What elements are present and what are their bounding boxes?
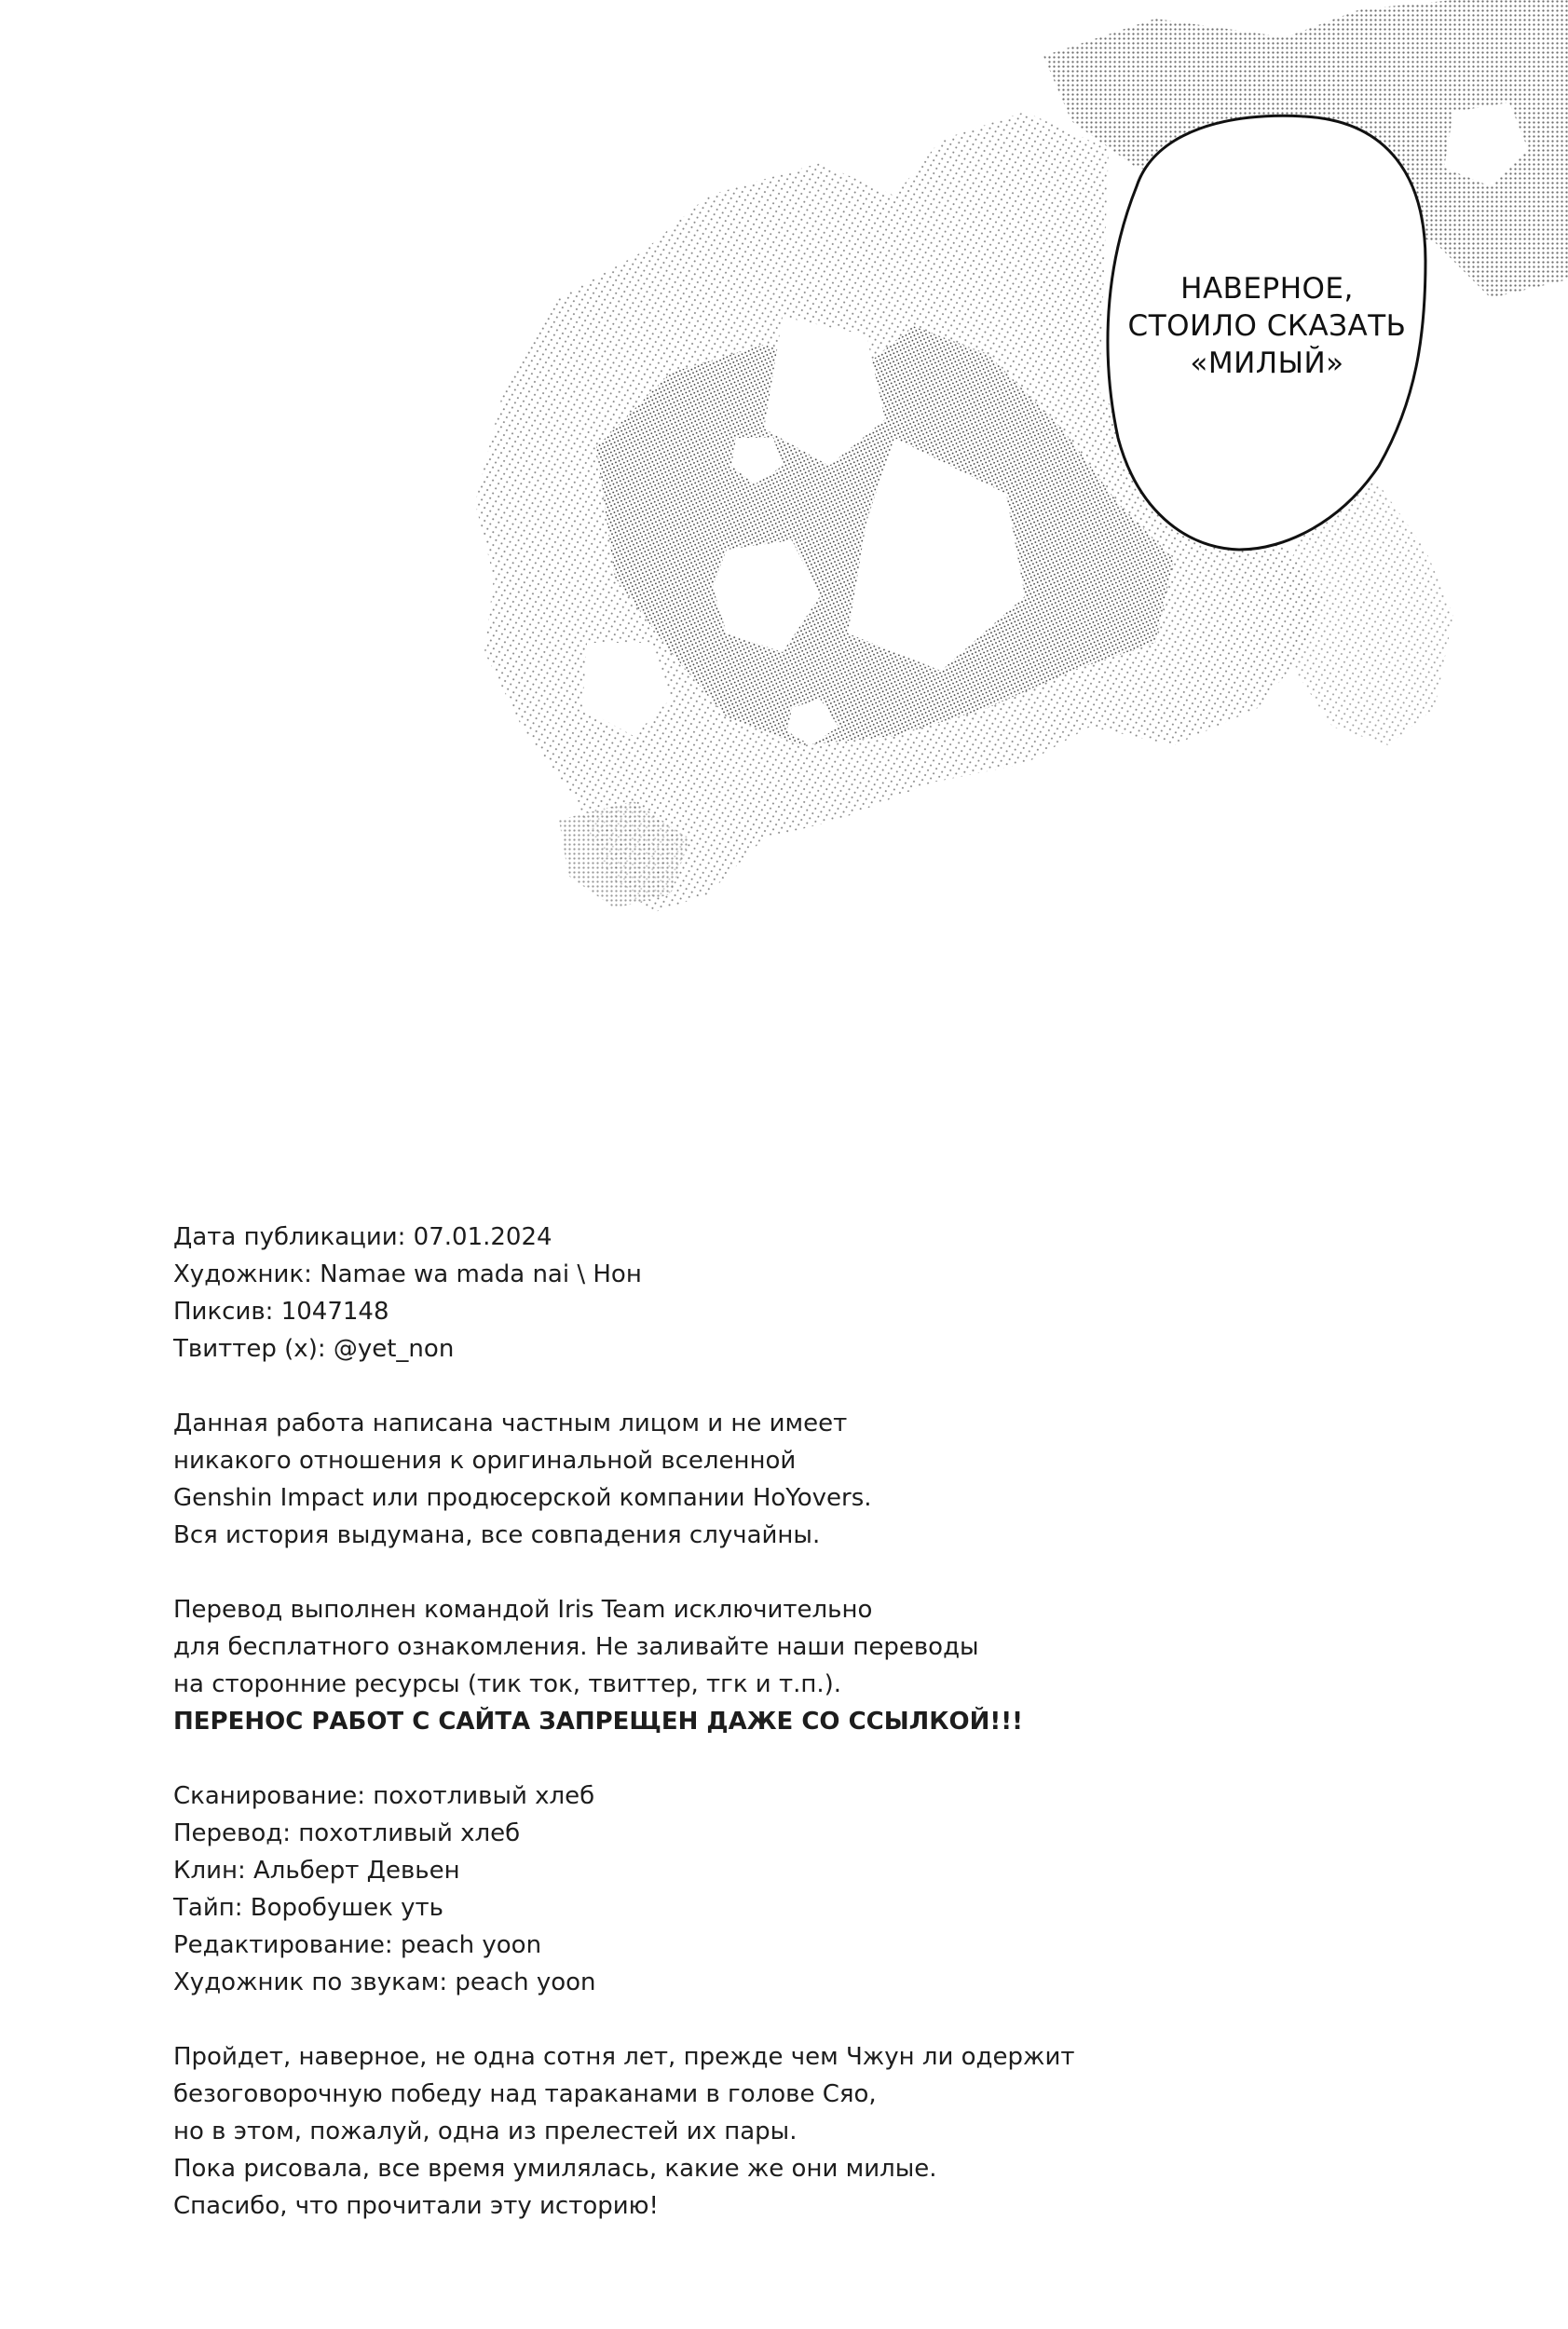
team-credit: Художник по звукам: peach yoon: [173, 1968, 596, 1996]
team-credit: Клин: Альберт Девьен: [173, 1857, 460, 1885]
speech-bubble-text: [1109, 270, 1425, 382]
disclaimer-line: никакого отношения к оригинальной вселенной: [173, 1447, 797, 1475]
afterword-line: но в этом, пожалуй, одна из прелестей их пары.: [173, 2118, 798, 2145]
disclaimer-line: Вся история выдумана, все совпадения случайны.: [173, 1521, 821, 1549]
afterword-line: Пройдет, наверное, не одна сотня лет, прежде чем Чжун ли одержит: [173, 2043, 1075, 2071]
translation-note-line: для бесплатного ознакомления. Не заливайте наши переводы: [173, 1633, 979, 1661]
credits-block: [173, 1219, 1291, 2225]
disclaimer-line: Genshin Impact или продюсерской компании HoYovers.: [173, 1484, 872, 1512]
manga-artwork: [0, 0, 1568, 987]
team-credit: Тайп: Воробушек уть: [173, 1894, 443, 1922]
pixiv-id: Пиксив: 1047148: [173, 1298, 389, 1326]
disclaimer-line: Данная работа написана частным лицом и не имеет: [173, 1410, 848, 1437]
bubble-line: СТОИЛО СКАЗАТЬ: [1127, 309, 1407, 343]
team-credit: Редактирование: peach yoon: [173, 1931, 542, 1959]
repost-warning: ПЕРЕНОС РАБОТ С САЙТА ЗАПРЕЩЕН ДАЖЕ СО ССЫЛКОЙ!!!: [173, 1708, 1023, 1736]
team-credit: Сканирование: похотливый хлеб: [173, 1782, 595, 1810]
bubble-line: НАВЕРНОЕ,: [1180, 272, 1354, 306]
twitter-handle: Твиттер (x): @yet_non: [173, 1335, 455, 1363]
publication-date: Дата публикации: 07.01.2024: [173, 1223, 552, 1251]
afterword-line: Пока рисовала, все время умилялась, какие же они милые.: [173, 2155, 937, 2183]
team-credit: Перевод: похотливый хлеб: [173, 1819, 521, 1847]
artist-credit: Художник: Namae wa mada nai \ Нон: [173, 1260, 642, 1288]
bubble-line: «МИЛЫЙ»: [1190, 347, 1344, 380]
translation-note-line: на сторонние ресурсы (тик ток, твиттер, тгк и т.п.).: [173, 1670, 842, 1698]
afterword-line: безоговорочную победу над тараканами в голове Сяо,: [173, 2080, 877, 2108]
afterword-line: Спасибо, что прочитали эту историю!: [173, 2192, 659, 2220]
screentone-cloud: [475, 0, 1568, 913]
translation-note-line: Перевод выполнен командой Iris Team исключительно: [173, 1596, 873, 1624]
